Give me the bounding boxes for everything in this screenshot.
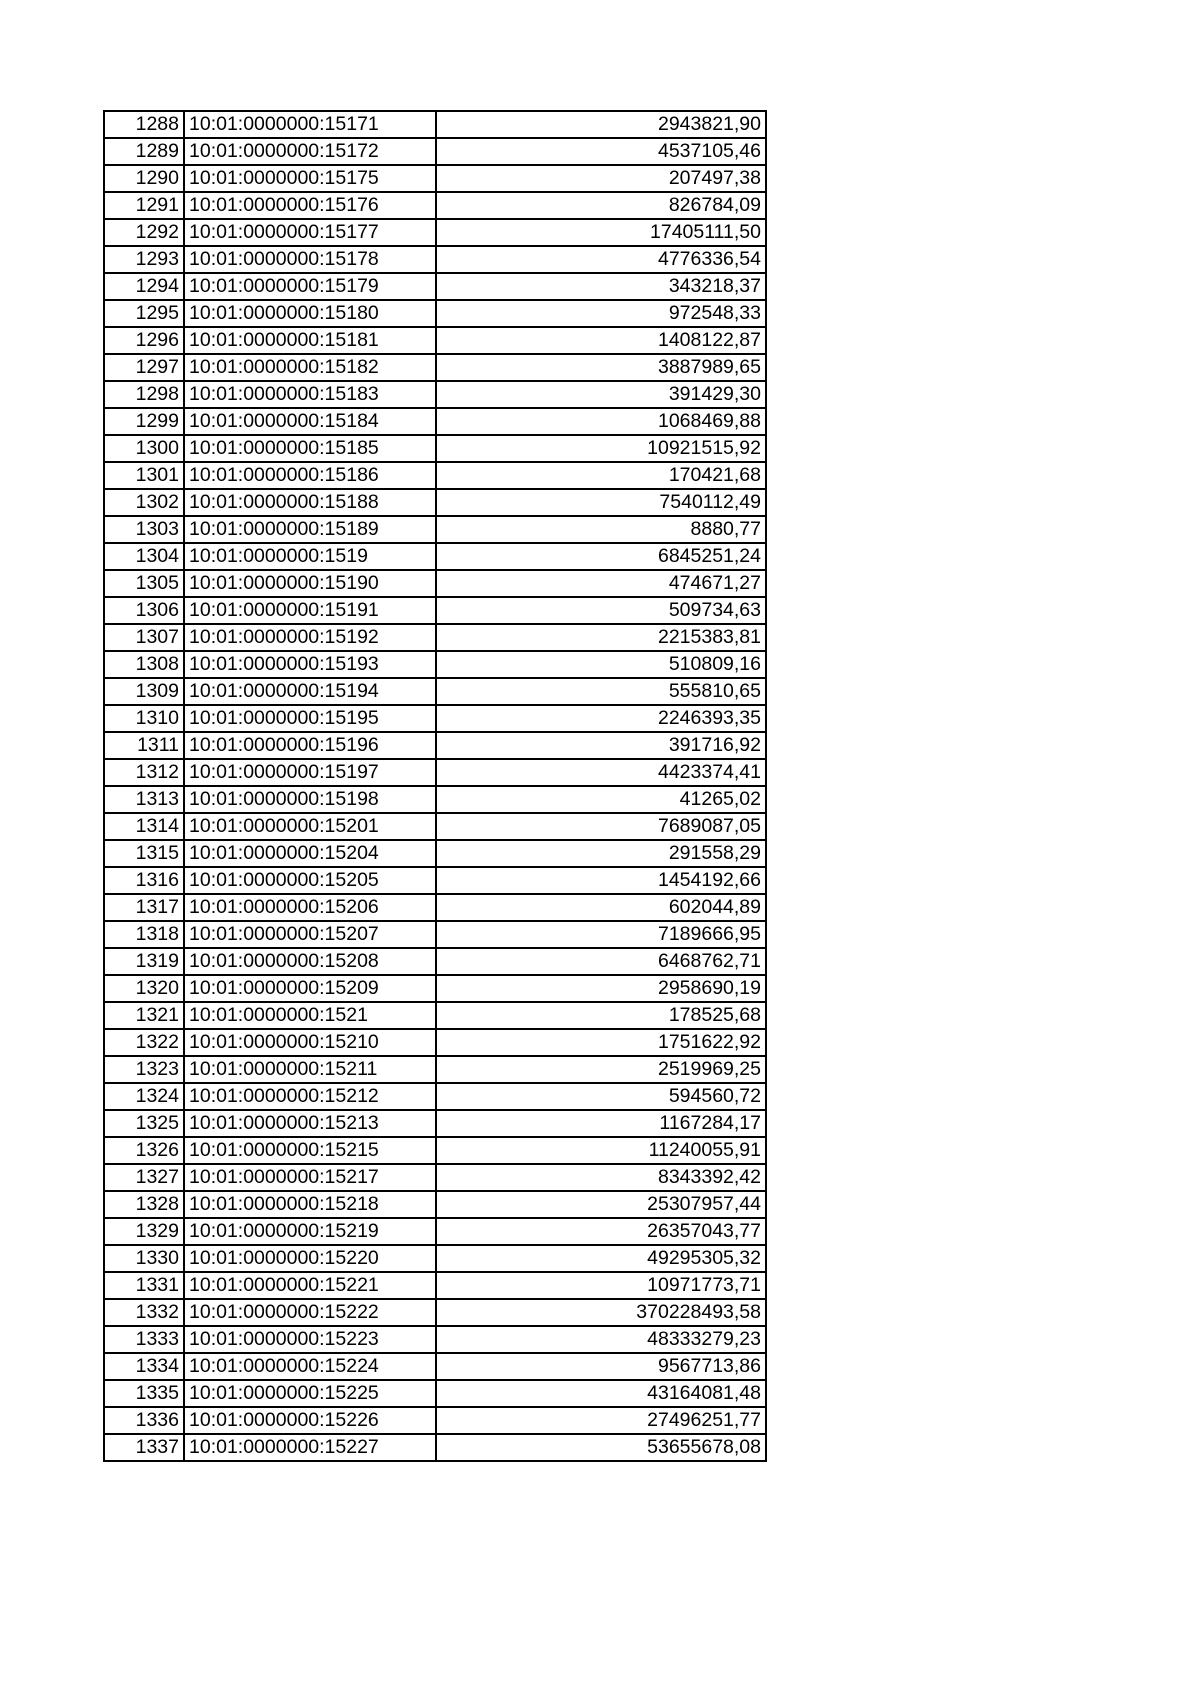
cadastral-value-cell: 7189666,95: [436, 921, 766, 948]
cadastral-number-cell: 10:01:0000000:15197: [184, 759, 436, 786]
cadastral-number-cell: 10:01:0000000:15190: [184, 570, 436, 597]
table-row: [104, 516, 766, 543]
cadastral-value-table: [103, 110, 767, 1462]
cadastral-value-cell: 48333279,23: [436, 1326, 766, 1353]
cadastral-value-cell: 4537105,46: [436, 138, 766, 165]
row-number-cell: 1326: [104, 1137, 184, 1164]
cadastral-number-cell: 10:01:0000000:15184: [184, 408, 436, 435]
row-number-cell: 1336: [104, 1407, 184, 1434]
table-row: [104, 1083, 766, 1110]
cadastral-number-cell: 10:01:0000000:15219: [184, 1218, 436, 1245]
table-row: [104, 678, 766, 705]
cadastral-value-cell: 7540112,49: [436, 489, 766, 516]
row-number-cell: 1299: [104, 408, 184, 435]
cadastral-number-cell: 10:01:0000000:15208: [184, 948, 436, 975]
cadastral-value-cell: 555810,65: [436, 678, 766, 705]
row-number-cell: 1290: [104, 165, 184, 192]
table-row: [104, 138, 766, 165]
cadastral-value-cell: 26357043,77: [436, 1218, 766, 1245]
row-number-cell: 1301: [104, 462, 184, 489]
table-row: [104, 1326, 766, 1353]
cadastral-value-cell: 8880,77: [436, 516, 766, 543]
cadastral-number-cell: 10:01:0000000:15210: [184, 1029, 436, 1056]
table-row: [104, 813, 766, 840]
cadastral-value-cell: 972548,33: [436, 300, 766, 327]
row-number-cell: 1293: [104, 246, 184, 273]
table-row: [104, 489, 766, 516]
cadastral-value-cell: 391716,92: [436, 732, 766, 759]
row-number-cell: 1315: [104, 840, 184, 867]
table-row: [104, 705, 766, 732]
cadastral-value-cell: 509734,63: [436, 597, 766, 624]
table-row: [104, 246, 766, 273]
row-number-cell: 1330: [104, 1245, 184, 1272]
table-row: [104, 840, 766, 867]
cadastral-number-cell: 10:01:0000000:15189: [184, 516, 436, 543]
table-row: [104, 165, 766, 192]
row-number-cell: 1288: [104, 111, 184, 138]
cadastral-value-cell: 27496251,77: [436, 1407, 766, 1434]
table-row: [104, 1191, 766, 1218]
table-row: [104, 624, 766, 651]
cadastral-number-cell: 10:01:0000000:15224: [184, 1353, 436, 1380]
row-number-cell: 1292: [104, 219, 184, 246]
table-row: [104, 462, 766, 489]
table-row: [104, 1002, 766, 1029]
cadastral-number-cell: 10:01:0000000:15175: [184, 165, 436, 192]
row-number-cell: 1324: [104, 1083, 184, 1110]
row-number-cell: 1303: [104, 516, 184, 543]
cadastral-number-cell: 10:01:0000000:15201: [184, 813, 436, 840]
table-row: [104, 1056, 766, 1083]
cadastral-number-cell: 10:01:0000000:15222: [184, 1299, 436, 1326]
table-row: [104, 759, 766, 786]
table-row: [104, 1299, 766, 1326]
row-number-cell: 1310: [104, 705, 184, 732]
cadastral-number-cell: 10:01:0000000:15186: [184, 462, 436, 489]
row-number-cell: 1312: [104, 759, 184, 786]
cadastral-number-cell: 10:01:0000000:15217: [184, 1164, 436, 1191]
table-row: [104, 867, 766, 894]
row-number-cell: 1332: [104, 1299, 184, 1326]
row-number-cell: 1314: [104, 813, 184, 840]
table-row: [104, 1164, 766, 1191]
cadastral-value-cell: 170421,68: [436, 462, 766, 489]
cadastral-value-cell: 826784,09: [436, 192, 766, 219]
cadastral-number-cell: 10:01:0000000:15188: [184, 489, 436, 516]
cadastral-value-cell: 1454192,66: [436, 867, 766, 894]
cadastral-value-cell: 1751622,92: [436, 1029, 766, 1056]
cadastral-value-cell: 1068469,88: [436, 408, 766, 435]
cadastral-number-cell: 10:01:0000000:15171: [184, 111, 436, 138]
cadastral-number-cell: 10:01:0000000:15193: [184, 651, 436, 678]
table-row: [104, 1218, 766, 1245]
cadastral-number-cell: 10:01:0000000:15223: [184, 1326, 436, 1353]
cadastral-value-cell: 178525,68: [436, 1002, 766, 1029]
table-row: [104, 192, 766, 219]
cadastral-value-cell: 25307957,44: [436, 1191, 766, 1218]
row-number-cell: 1319: [104, 948, 184, 975]
row-number-cell: 1329: [104, 1218, 184, 1245]
row-number-cell: 1306: [104, 597, 184, 624]
cadastral-value-cell: 602044,89: [436, 894, 766, 921]
cadastral-value-cell: 11240055,91: [436, 1137, 766, 1164]
cadastral-number-cell: 10:01:0000000:15227: [184, 1434, 436, 1461]
cadastral-number-cell: 10:01:0000000:15218: [184, 1191, 436, 1218]
cadastral-value-cell: 1167284,17: [436, 1110, 766, 1137]
table-row: [104, 381, 766, 408]
cadastral-number-cell: 10:01:0000000:15185: [184, 435, 436, 462]
cadastral-value-cell: 2246393,35: [436, 705, 766, 732]
cadastral-number-cell: 10:01:0000000:15180: [184, 300, 436, 327]
cadastral-value-cell: 41265,02: [436, 786, 766, 813]
row-number-cell: 1337: [104, 1434, 184, 1461]
table-row: [104, 1407, 766, 1434]
cadastral-value-cell: 343218,37: [436, 273, 766, 300]
table-row: [104, 1029, 766, 1056]
cadastral-value-cell: 43164081,48: [436, 1380, 766, 1407]
row-number-cell: 1335: [104, 1380, 184, 1407]
row-number-cell: 1311: [104, 732, 184, 759]
cadastral-number-cell: 10:01:0000000:15191: [184, 597, 436, 624]
cadastral-number-cell: 10:01:0000000:15195: [184, 705, 436, 732]
cadastral-number-cell: 10:01:0000000:15192: [184, 624, 436, 651]
cadastral-number-cell: 10:01:0000000:15177: [184, 219, 436, 246]
cadastral-value-cell: 3887989,65: [436, 354, 766, 381]
row-number-cell: 1327: [104, 1164, 184, 1191]
cadastral-value-cell: 2215383,81: [436, 624, 766, 651]
cadastral-value-cell: 1408122,87: [436, 327, 766, 354]
table-row: [104, 435, 766, 462]
row-number-cell: 1331: [104, 1272, 184, 1299]
table-row: [104, 921, 766, 948]
row-number-cell: 1317: [104, 894, 184, 921]
table-body: [104, 111, 766, 1461]
cadastral-number-cell: 10:01:0000000:15179: [184, 273, 436, 300]
row-number-cell: 1323: [104, 1056, 184, 1083]
cadastral-value-cell: 6468762,71: [436, 948, 766, 975]
cadastral-number-cell: 10:01:0000000:15213: [184, 1110, 436, 1137]
cadastral-value-cell: 2943821,90: [436, 111, 766, 138]
cadastral-number-cell: 10:01:0000000:15212: [184, 1083, 436, 1110]
table-row: [104, 975, 766, 1002]
cadastral-number-cell: 10:01:0000000:15226: [184, 1407, 436, 1434]
cadastral-number-cell: 10:01:0000000:15178: [184, 246, 436, 273]
table-row: [104, 1137, 766, 1164]
cadastral-value-cell: 6845251,24: [436, 543, 766, 570]
row-number-cell: 1300: [104, 435, 184, 462]
row-number-cell: 1304: [104, 543, 184, 570]
cadastral-number-cell: 10:01:0000000:15172: [184, 138, 436, 165]
cadastral-value-cell: 7689087,05: [436, 813, 766, 840]
cadastral-number-cell: 10:01:0000000:15204: [184, 840, 436, 867]
cadastral-number-cell: 10:01:0000000:15205: [184, 867, 436, 894]
cadastral-number-cell: 10:01:0000000:15196: [184, 732, 436, 759]
cadastral-value-cell: 17405111,50: [436, 219, 766, 246]
row-number-cell: 1307: [104, 624, 184, 651]
cadastral-number-cell: 10:01:0000000:1519: [184, 543, 436, 570]
table-row: [104, 273, 766, 300]
row-number-cell: 1325: [104, 1110, 184, 1137]
cadastral-number-cell: 10:01:0000000:15198: [184, 786, 436, 813]
row-number-cell: 1309: [104, 678, 184, 705]
cadastral-number-cell: 10:01:0000000:1521: [184, 1002, 436, 1029]
cadastral-number-cell: 10:01:0000000:15225: [184, 1380, 436, 1407]
table-row: [104, 894, 766, 921]
cadastral-number-cell: 10:01:0000000:15221: [184, 1272, 436, 1299]
table-row: [104, 1110, 766, 1137]
cadastral-value-cell: 370228493,58: [436, 1299, 766, 1326]
table-row: [104, 219, 766, 246]
row-number-cell: 1295: [104, 300, 184, 327]
cadastral-value-cell: 391429,30: [436, 381, 766, 408]
cadastral-value-cell: 4423374,41: [436, 759, 766, 786]
cadastral-value-cell: 4776336,54: [436, 246, 766, 273]
row-number-cell: 1321: [104, 1002, 184, 1029]
row-number-cell: 1296: [104, 327, 184, 354]
row-number-cell: 1297: [104, 354, 184, 381]
table-row: [104, 354, 766, 381]
row-number-cell: 1308: [104, 651, 184, 678]
cadastral-number-cell: 10:01:0000000:15206: [184, 894, 436, 921]
table-row: [104, 543, 766, 570]
table-row: [104, 1380, 766, 1407]
row-number-cell: 1294: [104, 273, 184, 300]
row-number-cell: 1333: [104, 1326, 184, 1353]
cadastral-value-cell: 594560,72: [436, 1083, 766, 1110]
cadastral-value-cell: 9567713,86: [436, 1353, 766, 1380]
row-number-cell: 1328: [104, 1191, 184, 1218]
table-row: [104, 570, 766, 597]
table-row: [104, 948, 766, 975]
row-number-cell: 1320: [104, 975, 184, 1002]
row-number-cell: 1322: [104, 1029, 184, 1056]
row-number-cell: 1302: [104, 489, 184, 516]
row-number-cell: 1289: [104, 138, 184, 165]
cadastral-value-cell: 49295305,32: [436, 1245, 766, 1272]
cadastral-number-cell: 10:01:0000000:15211: [184, 1056, 436, 1083]
cadastral-number-cell: 10:01:0000000:15209: [184, 975, 436, 1002]
cadastral-number-cell: 10:01:0000000:15182: [184, 354, 436, 381]
table-row: [104, 732, 766, 759]
row-number-cell: 1318: [104, 921, 184, 948]
table-row: [104, 408, 766, 435]
cadastral-value-cell: 10921515,92: [436, 435, 766, 462]
cadastral-value-cell: 207497,38: [436, 165, 766, 192]
cadastral-value-cell: 2519969,25: [436, 1056, 766, 1083]
table-row: [104, 300, 766, 327]
cadastral-value-cell: 10971773,71: [436, 1272, 766, 1299]
table-row: [104, 651, 766, 678]
cadastral-number-cell: 10:01:0000000:15215: [184, 1137, 436, 1164]
row-number-cell: 1305: [104, 570, 184, 597]
row-number-cell: 1313: [104, 786, 184, 813]
row-number-cell: 1316: [104, 867, 184, 894]
cadastral-number-cell: 10:01:0000000:15220: [184, 1245, 436, 1272]
table-row: [104, 1353, 766, 1380]
table-row: [104, 786, 766, 813]
row-number-cell: 1298: [104, 381, 184, 408]
row-number-cell: 1334: [104, 1353, 184, 1380]
table-row: [104, 1272, 766, 1299]
row-number-cell: 1291: [104, 192, 184, 219]
cadastral-value-cell: 474671,27: [436, 570, 766, 597]
table-row: [104, 1245, 766, 1272]
table-row: [104, 1434, 766, 1461]
cadastral-number-cell: 10:01:0000000:15181: [184, 327, 436, 354]
table-row: [104, 597, 766, 624]
cadastral-value-cell: 2958690,19: [436, 975, 766, 1002]
table-row: [104, 327, 766, 354]
cadastral-value-cell: 8343392,42: [436, 1164, 766, 1191]
table-row: [104, 111, 766, 138]
cadastral-number-cell: 10:01:0000000:15183: [184, 381, 436, 408]
cadastral-value-cell: 53655678,08: [436, 1434, 766, 1461]
cadastral-value-cell: 510809,16: [436, 651, 766, 678]
cadastral-value-cell: 291558,29: [436, 840, 766, 867]
cadastral-number-cell: 10:01:0000000:15194: [184, 678, 436, 705]
cadastral-number-cell: 10:01:0000000:15207: [184, 921, 436, 948]
cadastral-number-cell: 10:01:0000000:15176: [184, 192, 436, 219]
